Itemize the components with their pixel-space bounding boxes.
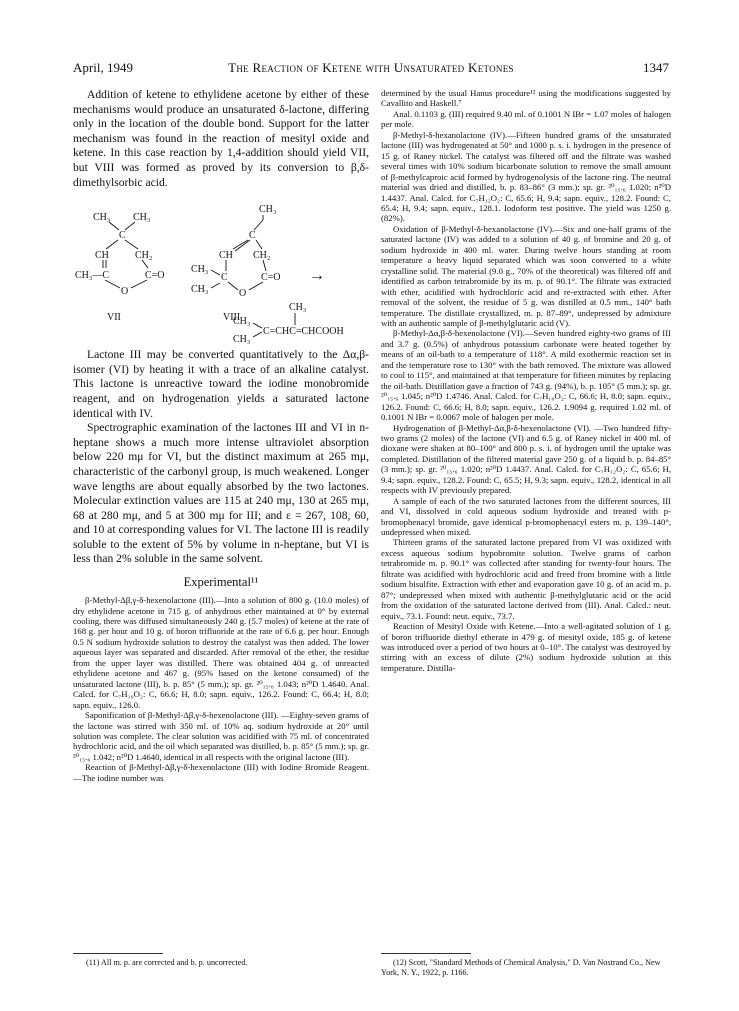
footnote: (12) Scott, "Standard Methods of Chemical Analysis," D. Van Nostrand Co., New York, N. Y., 1922, p. 1166. [381, 958, 661, 977]
atom-label: CH₃—C [75, 270, 110, 282]
paragraph: β-Methyl-Δβ,γ-δ-hexenolactone (III).—Into a solution of 800 g. (10.0 moles) of dry ethylidene acetone in 715 g. of anhydrous ether maintained at 0° by external cooling, there was diffused simultaneously 240 g. (5.7 moles) of ketene at the rate of 168 g. per hour and 10 g. of boron trifluoride at the rate of 6.6 g. per hour. Enough 0.5 N sodium hydroxide solution to destroy the catalyst was then added. The lower aqueous layer was separated and discarded. After removal of the ether, the residue from the upper layer was distilled. There was obtained 404 g. of unreacted ethylidene acetone and 467 g. (95% based on the ketone consumed) of the unsaturated lactone (III), b. p. 85° (5 mm.); sp. gr. ²⁰₁₅.₆ 1.043; n²⁰D 1.4640. Anal. Calcd. for C₇H₁₀O₂: C, 66.6; H, 8.0; sapn. equiv., 126.2. Found: C, 66.4; H, 8.0; sapn. equiv., 126.0. [73, 595, 369, 710]
atom-label: C [221, 272, 228, 284]
running-header [73, 60, 669, 76]
atom-label: O [121, 286, 129, 298]
footnote: (11) All m. p. are corrected and b. p. uncorrected. [86, 958, 248, 967]
paragraph: β-Methyl-δ-hexanolactone (IV).—Fifteen hundred grams of the unsaturated lactone (III) was hydrogenated at 50° and 1000 p. s. i. hydrogen in the presence of 15 g. of Raney nickel. The catalyst was filtered off and the filtrate was washed several times with 10% sodium bicarbonate solution to remove the small amount of β-methylcaproic acid formed by hydrogenolysis of the lactone ring. The neutral material was dried and distilled, b. p. 83–86° (3 mm.); sp. gr. ²⁰₁₅.₆ 1.020; n²⁰D 1.4437. Anal. Calcd. for C₇H₁₂O₂: C, 65.6; H, 9.4; sapn. equiv., 128.2. Found: C, 65.4; H, 9.4; sapn. equiv., 128.1. Iodoform test positive. The yield was 1250 g. (82%). [381, 129, 671, 224]
issue-date: April, 1949 [73, 60, 133, 75]
atom-label: CH₃ [233, 316, 251, 328]
paragraph: Saponification of β-Methyl-Δβ,γ-δ-hexenolactone (III). —Eighty-seven grams of the lactone was stirred with 350 ml. of 10% aq. sodium hydroxide at 20° until solution was complete. The clear solution was acidified with 75 ml. of concentrated hydrochloric acid, and the oil which separated was distilled, b. p. 85° (5 mm.); sp. gr. ²⁰₁₅.₆ 1.042; n²⁰D 1.4640, identical in all respects with the original lactone (III). [73, 710, 369, 762]
structure-drawing [73, 196, 369, 344]
atom-label: CH₃ [93, 212, 111, 224]
atom-label: CH₃ [233, 334, 251, 345]
atom-label: CH₂ [135, 250, 153, 262]
atom-label: CH₃ [133, 212, 151, 224]
chemical-structures-figure [73, 196, 369, 344]
running-title: The Reaction of Ketene with Unsaturated Ketones [228, 60, 514, 75]
atom-label: C [249, 230, 256, 242]
paragraph: Anal. 0.1103 g. (III) required 9.40 ml. of 0.1001 N IBr = 1.07 moles of halogen per mole. [381, 108, 671, 130]
page-number: 1347 [643, 60, 669, 75]
left-column [73, 88, 369, 783]
paragraph: β-Methyl-Δα,β-δ-hexenolactone (VI).—Seven hundred eighty-two grams of III and 3.7 g. (0.5%) of anhydrous potassium carbonate were heated together by means of an oil-bath to a temperature of 118°. A mild exothermic reaction set in and the temperature rose to 130° with the bath removed. The mixture was allowed to cool to 115°, and maintained at that temperature for fifteen minutes by replacing the oil-bath. Distillation gave a fraction of 743 g. (94%), b. p. 105° (5 mm.); sp. gr. ²⁰₁₅.₆ 1.045; n²⁰D 1.4746. Anal. Calcd. for C₇H₁₀O₂: C, 66.6; H, 8.0; sapn. equiv., 126.2. Found: C, 66.6; H, 8.0; sapn. equiv., 126.2. 1.9094 g. required 1.02 ml. of 0.1001 N IBr = 0.0067 mole of halogen per mole. [381, 328, 671, 423]
compound-label-viii: VIII [223, 312, 241, 324]
atom-label: C=O [261, 272, 281, 284]
paragraph: Reaction of β-Methyl-Δβ,γ-δ-hexenolactone (III) with Iodine Bromide Reagent.—The iodine number was [73, 762, 369, 783]
footnote-rule [381, 953, 471, 954]
atom-label: C=O [145, 270, 165, 282]
paragraph: Lactone III may be converted quantitatively to the Δα,β-isomer (VI) by heating it with a trace of an alkaline catalyst. This lactone is unreactive toward the iodine monobromide reagent, and on hydrogenation yields a saturated lactone identical with IV. [73, 348, 369, 420]
paragraph: Hydrogenation of β-Methyl-Δα,β-δ-hexenolactone (VI). —Two hundred fifty-two grams (2 moles) of the lactone (VI) and 6.5 g. of Raney nickel in 400 ml. of dioxane were shaken at 80–100° and 800 p. s. i. of hydrogen until the uptake was completed. Distillation of the filtered material gave 250 g. of a liquid b. p. 84–85° (3 mm.); sp. gr. ²⁰₁₅.₆ 1.020; n²⁰D 1.4437. Anal. Calcd. for C₇H₁₂O₂: C, 65.6; H, 9.4; sapn. equiv., 128.2. Found: C, 65.5; H, 9.3; sapn. equiv., 128.2, identical in all respects with IV previously prepared. [381, 422, 671, 496]
paragraph: Spectrographic examination of the lactones III and VI in n-heptane shows a much more intense ultraviolet absorption below 220 mμ for VI, but the distinct maximum at 265 mμ, characteristic of the carbonyl group, is much weakened. Longer wave lengths are about equally absorbed by the two lactones. Molecular extinction values are 115 at 240 mμ, 130 at 265 mμ, 68 at 280 mμ, and 5 at 300 mμ for III; and ε = 267, 108, 60, and 10 at corresponding values for VI. The lactone III is readily soluble to the extent of 5% by volume in n-heptane, but VI is less than 2% soluble in the same solvent. [73, 421, 369, 566]
paragraph: Oxidation of β-Methyl-δ-hexanolactone (IV).—Six and one-half grams of the saturated lactone (IV) was added to a solution of 40 g. of bromine and 20 g. of sodium hydroxide in 400 ml. water. During twelve hours standing at room temperature a heavy liquid separated which was soon converted to a white crystalline solid. The material (9.0 g., 70% of the theoretical) was filtered off and identified as carbon tetrabromide by its m. p. of 90.1°. The filtrate was extracted with ether, acidified with hydrochloric acid and re-extracted with ether. After removal of the solvent, the residue of 5 g. was distilled at 0.5 mm., 140° bath temperature. The distillate crystallized, m. p. 87–89°, undepressed by admixture with an authentic sample of β-methylglutaric acid (V). [381, 223, 671, 328]
compound-label-vii: VII [107, 312, 121, 324]
acid-chain: C=CHC=CHCOOH [263, 326, 344, 338]
footnote-rule [73, 953, 163, 954]
atom-label: CH [219, 250, 233, 262]
atom-label: O [239, 288, 247, 300]
reaction-arrow: → [309, 267, 325, 285]
atom-label: CH₃ [259, 204, 277, 216]
atom-label: C [119, 230, 126, 242]
right-column [381, 88, 671, 673]
atom-label: CH [95, 250, 109, 262]
paragraph: determined by the usual Hanus procedure¹² using the modifications suggested by Cavallito and Haskell.⁷ [381, 88, 671, 109]
atom-label: CH₃ [191, 284, 209, 296]
paragraph: Reaction of Mesityl Oxide with Ketene.—Into a well-agitated solution of 1 g. of boron trifluoride diethyl etherate in 479 g. of mesityl oxide, 185 g. of ketene was introduced over a period of two hours at 0–10°. The catalyst was destroyed by stirring with an excess of dilute (2%) sodium hydroxide solution at this temperature. Distilla- [381, 621, 671, 673]
paragraph: Addition of ketene to ethylidene acetone by either of these mechanisms would produce an unsaturated δ-lactone, differing only in the location of the double bond. Support for the latter mechanism was found in the reaction of mesityl oxide and ketene. In this case reaction by 1,4-addition should yield VII, but VIII was formed as proved by its conversion to β,δ-dimethylsorbic acid. [73, 88, 369, 189]
section-heading: Experimental¹¹ [183, 575, 259, 590]
paragraph: Thirteen grams of the saturated lactone prepared from VI was oxidized with excess aqueous sodium hypobromite solution. Twelve grams of carbon tetrabromide m. p. 90.1° was collected after standing for twenty-four hours. The filtrate was acidified with hydrochloric acid and freed from bromine with a little sodium bisulfite. Extraction with ether and evaporation gave 10 g. of an acid m. p. 87°; undepressed when mixed with authentic β-methylglutaric acid or the acid from the oxidation of the saturated lactone derived from (III). Anal. Calcd.: neut. equiv., 73.1. Found: neut. equiv., 73.7. [381, 537, 671, 621]
paragraph: A sample of each of the two saturated lactones from the different sources, III and VI, dissolved in cold aqueous sodium hydroxide and treated with p-bromophenacyl bromide, gave identical p-bromophenacyl esters m. p. 139–140°, undepressed when mixed. [381, 495, 671, 538]
atom-label: CH₃ [289, 302, 307, 314]
atom-label: CH₃ [191, 264, 209, 276]
atom-label: CH₂ [253, 250, 271, 262]
